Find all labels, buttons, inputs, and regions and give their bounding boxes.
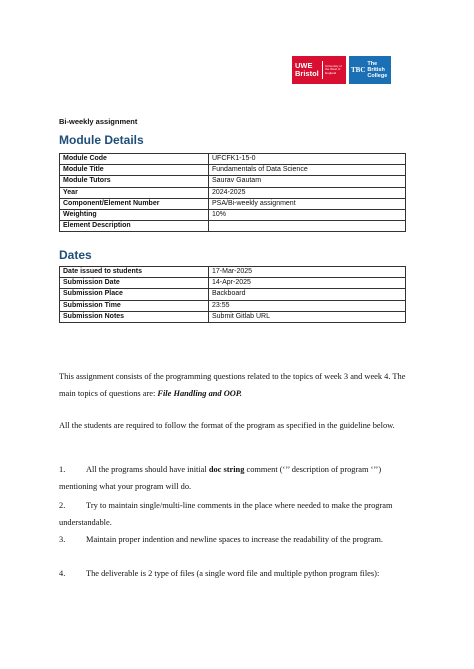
row-key: Module Code <box>60 154 209 165</box>
row-key: Element Description <box>60 221 209 232</box>
list-number: 4. <box>59 569 66 578</box>
row-key: Date issued to students <box>60 267 209 278</box>
uwe-bristol-logo: UWE Bristol University of the West of England <box>292 56 346 84</box>
row-key: Submission Place <box>60 289 209 300</box>
table-row <box>60 221 406 232</box>
table-row <box>60 300 406 311</box>
row-value: 14-Apr-2025 <box>209 278 406 289</box>
table-row <box>60 278 406 289</box>
module-details-table <box>59 153 406 232</box>
row-key: Module Tutors <box>60 176 209 187</box>
logo-group <box>292 56 391 84</box>
row-value: 10% <box>209 209 406 220</box>
row-key: Component/Element Number <box>60 198 209 209</box>
list-item: 1. All the programs should have initial doc string comment (‘’’ description of program ‘’’) mentioning what your program will do. <box>59 461 415 495</box>
table-row <box>60 267 406 278</box>
row-value: 23:55 <box>209 300 406 311</box>
row-value: 17-Mar-2025 <box>209 267 406 278</box>
row-key: Module Title <box>60 165 209 176</box>
row-value: Saurav Gautam <box>209 176 406 187</box>
table-row <box>60 187 406 198</box>
assignment-label: Bi-weekly assignment <box>59 117 138 126</box>
table-row <box>60 176 406 187</box>
row-value: PSA/Bi-weekly assignment <box>209 198 406 209</box>
dates-table <box>59 266 406 323</box>
list-item: 4. The deliverable is 2 type of files (a single word file and multiple python program files): <box>59 565 415 582</box>
row-value: Submit Gitlab URL <box>209 311 406 322</box>
row-value: UFCFK1-15-0 <box>209 154 406 165</box>
topics-emphasis: File Handling and OOP. <box>157 389 242 398</box>
intro-paragraph: This assignment consists of the programming questions related to the topics of week 3 and week 4. The main topics of questions are: File Handling and OOP. <box>59 372 406 398</box>
dates-heading: Dates <box>59 248 92 262</box>
list-number: 3. <box>59 535 66 544</box>
table-row <box>60 311 406 322</box>
list-number: 2. <box>59 501 66 510</box>
list-item: 2. Try to maintain single/multi-line comments in the place where needed to make the program understandable. <box>59 497 415 531</box>
module-details-heading: Module Details <box>59 133 144 147</box>
row-key: Submission Time <box>60 300 209 311</box>
row-value: Backboard <box>209 289 406 300</box>
table-row <box>60 209 406 220</box>
row-key: Weighting <box>60 209 209 220</box>
format-note: All the students are required to follow the format of the program as specified in the guideline below. <box>59 421 395 430</box>
british-college-logo: TBC The British College <box>349 56 391 84</box>
row-key: Year <box>60 187 209 198</box>
row-key: Submission Notes <box>60 311 209 322</box>
row-value: 2024-2025 <box>209 187 406 198</box>
list-item: 3. Maintain proper indention and newline spaces to increase the readability of the program. <box>59 531 415 548</box>
table-row <box>60 165 406 176</box>
row-value <box>209 221 406 232</box>
list-number: 1. <box>59 465 66 474</box>
table-row <box>60 154 406 165</box>
table-row <box>60 289 406 300</box>
table-row <box>60 198 406 209</box>
row-key: Submission Date <box>60 278 209 289</box>
row-value: Fundamentals of Data Science <box>209 165 406 176</box>
